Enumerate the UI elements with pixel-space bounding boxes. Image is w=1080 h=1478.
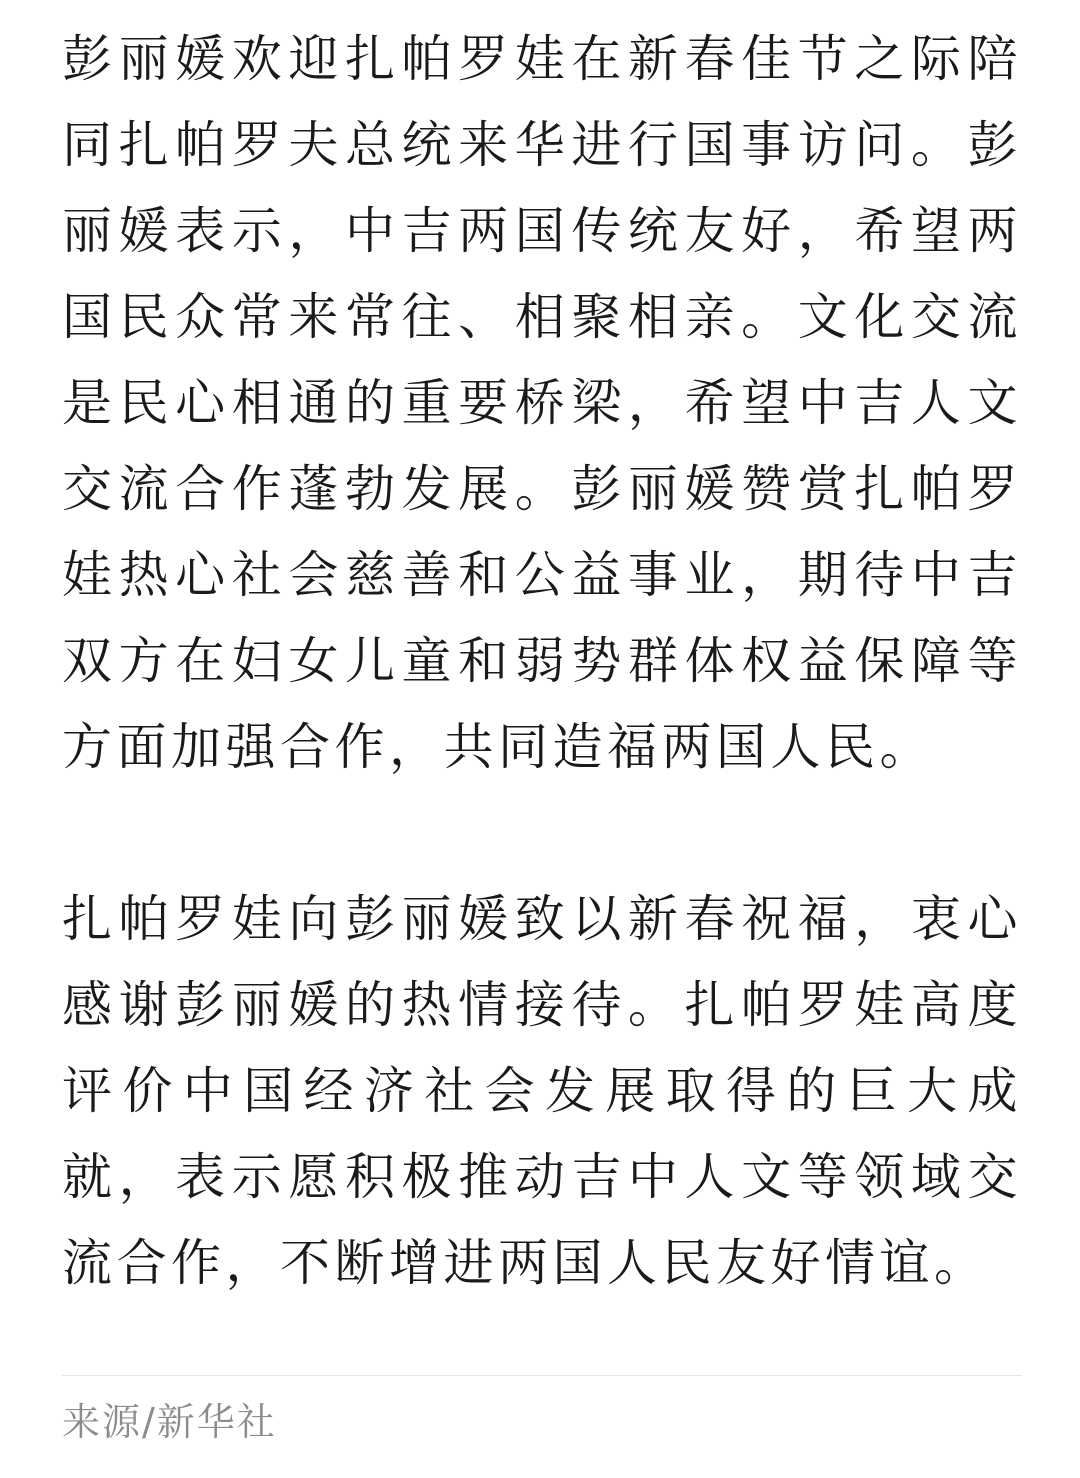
article-paragraph-1: 彭丽媛欢迎扎帕罗娃在新春佳节之际陪同扎帕罗夫总统来华进行国事访问。彭丽媛表示，中吉两国传统友好，希望两国民众常来常往、相聚相亲。文化交流是民心相通的重要桥梁，希望中吉人文交流合作蓬勃发展。彭丽媛赞赏扎帕罗娃热心社会慈善和公益事业，期待中吉双方在妇女儿童和弱势群体权益保障等方面加强合作，共同造福两国人民。 — [62, 30, 1022, 776]
article-paragraph-2: 扎帕罗娃向彭丽媛致以新春祝福，衷心感谢彭丽媛的热情接待。扎帕罗娃高度评价中国经济社会发展取得的巨大成就，表示愿积极推动吉中人文等领域交流合作，不断增进两国人民友好情谊。 — [62, 890, 1022, 1292]
source-credit: 来源/新华社 — [62, 1400, 277, 1444]
divider — [62, 1375, 1022, 1376]
article-body — [62, 16, 1022, 1306]
